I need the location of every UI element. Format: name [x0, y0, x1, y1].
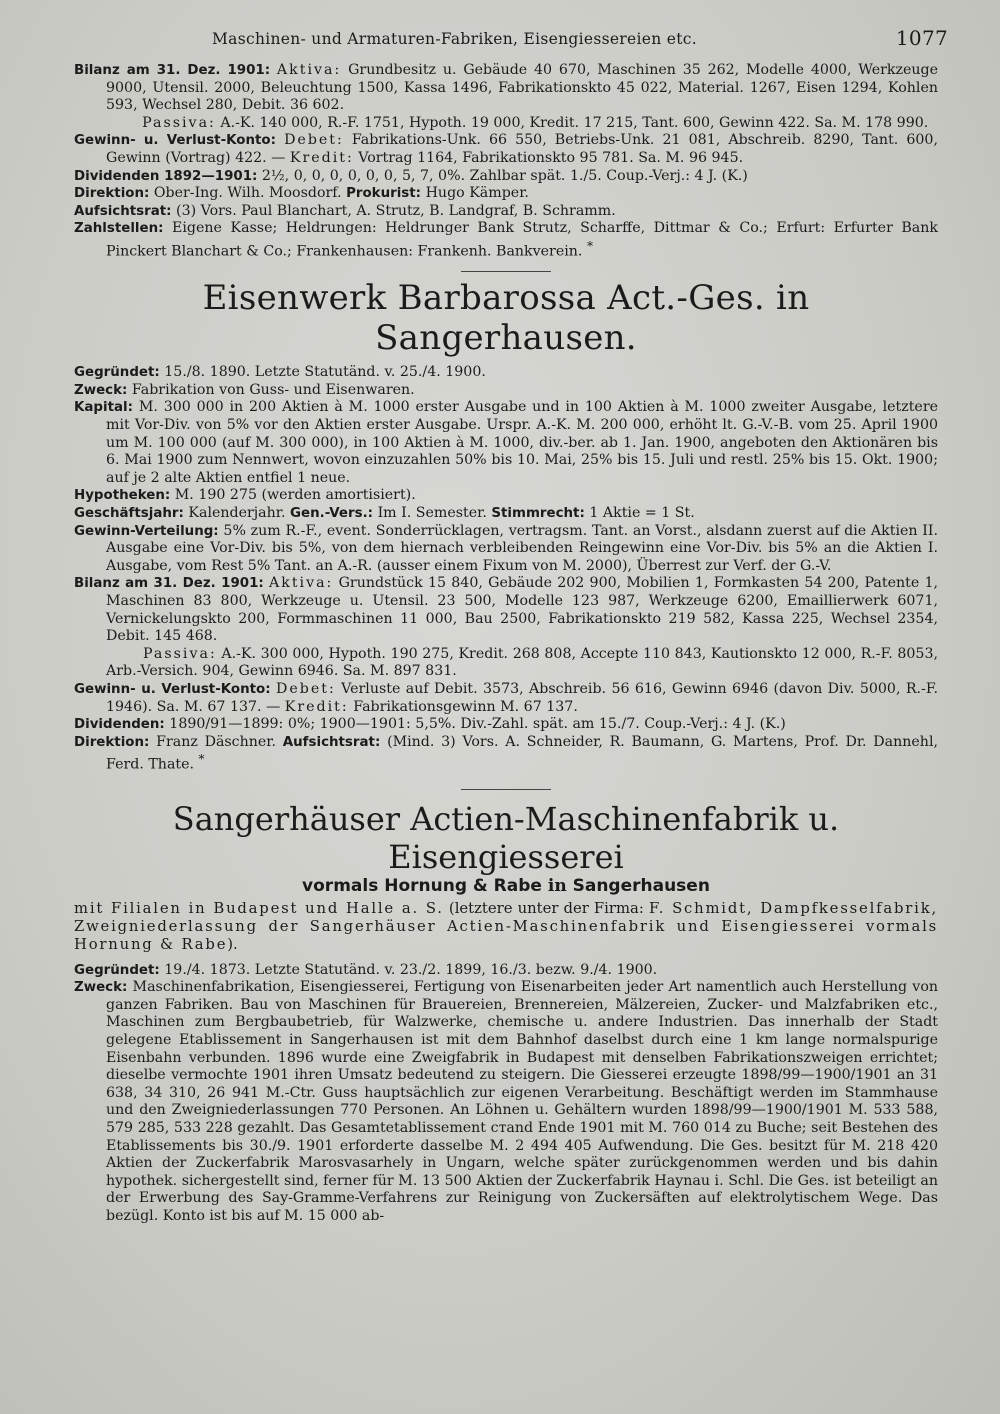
company-title-barbarossa: Eisenwerk Barbarossa Act.-Ges. in Sangerhausen. — [202, 278, 810, 359]
entry-gegruendet-sangerhaeuser: Gegründet: 19./4. 1873. Letzte Statutänd. v. 23./2. 1899, 16./3. bezw. 9./4. 1900. — [74, 961, 658, 978]
entry-bilanz: Bilanz am 31. Dez. 1901: Aktiva: Grundbesitz u. Gebäude 40 670, Maschinen 35 262, Modelle 4000, Werkzeuge 9000, Utensil. 2000, Beleuchtung 1500, Kassa 1496, Fabrikationskto 45 022, Material. 1267, Eisen 1294, Kohlen 593, Wechsel 280, Debit. 36 602. Passiva: A.-K. 140 000, R.-F. 1751, Hypoth. 19 000, Kredit. 17 215, Tant. 600, Gewinn 422. Sa. M. 178 990. — [74, 62, 938, 131]
entry-zahlstellen: Zahlstellen: Eigene Kasse; Heldrungen: Heldrunger Bank Strutz, Scharffe, Dittmar & Co.; Erfurt: Erfurter Bank Pinckert Blanchart & Co.; Frankenhausen: Frankenh. Bankverein. * — [74, 220, 938, 260]
branches-note: mit Filialen in Budapest und Halle a. S. (letztere unter der Firma: F. Schmidt, Dampfkesselfabrik, Zweigniederlassung der Sangerhäuser Actien-Maschinenfabrik und Eisengiesserei vormals Hornung & Rabe). — [74, 899, 938, 953]
entry-gewinn-verlust: Gewinn- u. Verlust-Konto: Debet: Fabrikations-Unk. 66 550, Betriebs-Unk. 21 081, Abschreib. 8290, Tant. 600, Gewinn (Vortrag) 422. — Kredit: Vortrag 1164, Fabrikationskto 95 781. Sa. M. 96 945. — [74, 132, 938, 166]
entry-gewinn-verlust-barbarossa: Gewinn- u. Verlust-Konto: Debet: Verluste auf Debit. 3573, Abschreib. 56 616, Gewinn 6946 (davon Div. 5000, R.-F. 1946). Sa. M. 67 137. — Kredit: Fabrikationsgewinn M. 67 137. — [74, 680, 938, 715]
entry-gewinn-verteilung: Gewinn-Verteilung: 5% zum R.-F., event. Sonderrücklagen, vertragsm. Tant. an Vorst., alsdann zuerst auf die Aktien II. Ausgabe eine Vor-Div. bis 5%, von dem hiernach verbleibenden Reingewinn eine Vor-Div. bis 5% an die Aktien I. Ausgabe, vom Rest 5% Tant. an A.-R. (ausser einem Fixum von M. 2000), Überrest zur Verf. der G.-V. — [74, 522, 938, 574]
entry-hypotheken: Hypotheken: M. 190 275 (werden amortisiert). — [74, 487, 416, 504]
entry-zweck: Zweck: Fabrikation von Guss- und Eisenwaren. — [74, 381, 415, 398]
entry-direktion: Direktion: Ober-Ing. Wilh. Moosdorf. Prokurist: Hugo Kämper. — [74, 185, 529, 202]
company-subtitle: vormals Hornung & Rabe in Sangerhausen — [302, 875, 710, 896]
footnote-star: * — [198, 752, 205, 767]
entry-kapital: Kapital: M. 300 000 in 200 Aktien à M. 1000 erster Ausgabe und in 100 Aktien à M. 1000 zweiter Ausgabe, letztere mit Vor-Div. von 5% vor den Aktien erster Ausgabe. Urspr. A.-K. M. 200 000, erhöht lt. G.-V.-B. vom 25. April 1900 um M. 100 000 (auf M. 300 000), in 100 Aktien à M. 1000, div.-ber. ab 1. Jan. 1900, angeboten den Aktionären bis 6. Mai 1900 zum Nennwert, wovon einzuzahlen 50% bis 10. Mai, 25% bis 15. Juli und restl. 25% bis 15. Okt. 1900; auf je 2 alte Aktien entfiel 1 neue. — [74, 399, 938, 486]
entry-aufsichtsrat: Aufsichtsrat: (3) Vors. Paul Blanchart, A. Strutz, B. Landgraf, B. Schramm. — [74, 202, 616, 219]
entry-dividenden: Dividenden 1892—1901: 2½, 0, 0, 0, 0, 0, 0, 5, 7, 0%. Zahlbar spät. 1./5. Coup.-Verj.: 4 J. (K.) — [74, 167, 748, 184]
entry-gegruendet: Gegründet: 15./8. 1890. Letzte Statutänd. v. 25./4. 1900. — [74, 364, 486, 381]
page-number: 1077 — [895, 26, 948, 50]
section-divider — [461, 789, 551, 790]
section-divider — [461, 271, 551, 272]
entry-zweck-sangerhaeuser: Zweck: Maschinenfabrikation, Eisengiesserei, Fertigung von Eisenarbeiten jeder Art namentlich auch Herstellung von ganzen Fabriken. Bau von Maschinen für Brauereien, Brennereien, Mälzereien, Zucker- und Malzfabriken etc., Maschinen zum Bergbaubetrieb, für Walzwerke, chemische u. andere Industrien. Das innerhalb der Stadt gelegene Etablissement in Sangerhausen ist mit dem Bahnhof daselbst durch eine 1 km lange normalspurige Eisenbahn verbunden. 1896 wurde eine Zweigfabrik in Budapest mit denselben Fabrikationszweigen errichtet; dieselbe vermochte 1901 ihren Umsatz bedeutend zu steigern. Die Giesserei erzeugte 1898/99—1900/1901 an 31 638, 34 310, 26 941 M.-Ctr. Guss hauptsächlich zur eigenen Verarbeitung. Beschäftigt werden im Stammhause und den Zweigniederlassungen 770 Personen. An Löhnen u. Gehältern wurden 1898/99—1900/1901 M. 533 588, 579 285, 533 228 gezahlt. Das Gesamtetablissement стand Ende 1901 mit M. 760 014 zu Buche; seit Bestehen des Etablissements bis 30./9. 1901 erforderte dasselbe M. 2 494 405 Aufwendung. Die Ges. besitzt für M. 218 420 Aktien der Zuckerfabrik Marosvasarhely in Ungarn, welche später zurückgenommen werden und bis dahin hypothek. sichergestellt sind, ferner für M. 13 500 Aktien der Zuckerfabrik Haynau i. Schl. Die Ges. ist beteiligt an der Erwerbung des Say-Gramme-Verfahrens zur Reinigung von Zuckersäften auf elektrolytischem Wege. Das bezügl. Konto ist bis auf M. 15 000 ab- — [74, 979, 938, 1224]
footnote-star: * — [586, 238, 593, 253]
entry-dividenden-barbarossa: Dividenden: 1890/91—1899: 0%; 1900—1901: 5,5%. Div.-Zahl. spät. am 15./7. Coup.-Verj.: 4 J. (K.) — [74, 716, 786, 733]
page-header — [74, 22, 948, 62]
entry-direktion-barbarossa: Direktion: Franz Däschner. Aufsichtsrat: (Mind. 3) Vors. A. Schneider, R. Baumann, G. Martens, Prof. Dr. Dannehl, Ferd. Thate. * — [74, 733, 938, 774]
company-title-sangerhaeuser: Sangerhäuser Actien-Maschinenfabrik u. Eisengiesserei — [172, 799, 840, 876]
entry-geschaeftsjahr: Geschäftsjahr: Kalenderjahr. Gen.-Vers.: Im I. Semester. Stimmrecht: 1 Aktie = 1 St. — [74, 505, 695, 522]
entry-bilanz-barbarossa: Bilanz am 31. Dez. 1901: Aktiva: Grundstück 15 840, Gebäude 202 900, Mobilien 1, Formkasten 54 200, Patente 1, Maschinen 83 800, Werkzeuge u. Utensil. 23 500, Modelle 123 987, Werkzeuge 6200, Emaillierwerk 6071, Vernickelungskto 200, Formmaschinen 11 000, Bau 2500, Fabrikationskto 219 582, Kassa 225, Wechsel 2354, Debit. 145 468. Passiva: A.-K. 300 000, Hypoth. 190 275, Kredit. 268 808, Accepte 110 843, Kautionskto 12 000, R.-F. 8053, Arb.-Versich. 904, Gewinn 6946. Sa. M. 897 831. — [74, 575, 938, 680]
running-title: Maschinen- und Armaturen-Fabriken, Eisengiessereien etc. — [212, 30, 697, 48]
